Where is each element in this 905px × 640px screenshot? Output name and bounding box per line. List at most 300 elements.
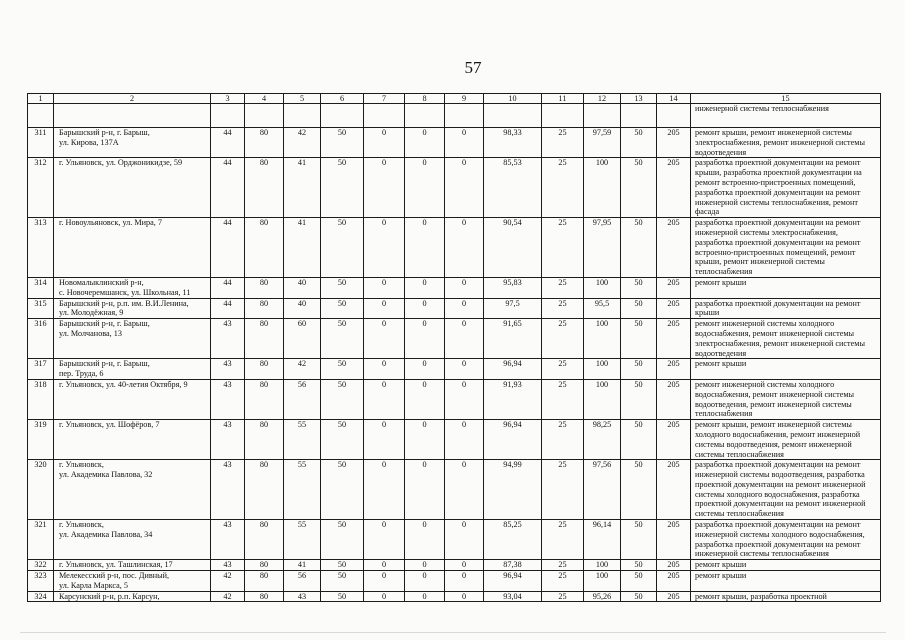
cell-line: 50 xyxy=(634,591,643,601)
cell-col-6 xyxy=(321,218,364,278)
header-cell-15: 15 xyxy=(691,94,881,104)
table-row xyxy=(28,218,881,278)
cell-col-12 xyxy=(584,460,621,520)
cell-line: ул. Академика Павлова, 32 xyxy=(59,470,153,480)
cell-line: 0 xyxy=(381,158,387,168)
cell-col-6 xyxy=(321,460,364,520)
cell-col-3 xyxy=(211,128,245,158)
cell-line: г. Ульяновск, ул. Ташлинская, 17 xyxy=(59,560,173,570)
cell-line: 50 xyxy=(634,298,643,308)
cell-col-6 xyxy=(321,560,364,571)
cell-col-13 xyxy=(621,298,657,319)
cell-line: 44 xyxy=(223,158,232,168)
cell-address xyxy=(54,560,211,571)
cell-col-13 xyxy=(621,560,657,571)
cell-line: г. Ульяновск, ул. Орджоникидзе, 59 xyxy=(59,158,183,168)
cell-line: 85,53 xyxy=(503,158,522,168)
cell-col-12 xyxy=(584,379,621,419)
cell-line: 321 xyxy=(34,520,47,530)
cell-col-3 xyxy=(211,359,245,380)
cell-line: ремонт инженерной системы холодного xyxy=(695,319,835,329)
cell-line: 95,26 xyxy=(592,591,612,601)
cell-address xyxy=(54,591,211,602)
cell-col-4 xyxy=(245,420,284,460)
cell-line: 95,83 xyxy=(503,277,522,287)
cell-col-3 xyxy=(211,158,245,218)
cell-col-10 xyxy=(484,460,542,520)
cell-col-6 xyxy=(321,520,364,560)
cell-col-13 xyxy=(621,571,657,592)
cell-line: 44 xyxy=(223,298,232,308)
cell-line: 50 xyxy=(337,591,347,601)
cell-col-6 xyxy=(321,571,364,592)
cell-line: 0 xyxy=(422,460,427,470)
cell-line: 0 xyxy=(461,520,467,530)
cell-line: холодного водоснабжения, ремонт инженерной xyxy=(695,429,861,439)
cell-col-4 xyxy=(245,104,284,128)
cell-col-14 xyxy=(657,460,691,520)
cell-line: 97,5 xyxy=(505,298,520,308)
cell-line: 319 xyxy=(34,420,47,430)
cell-col-12 xyxy=(584,158,621,218)
cell-col-10 xyxy=(484,560,542,571)
cell-col-14 xyxy=(657,571,691,592)
cell-line: 205 xyxy=(667,218,680,228)
cell-number xyxy=(28,319,54,359)
cell-line: 0 xyxy=(422,277,427,287)
cell-col-5 xyxy=(284,520,321,560)
scan-edge-line xyxy=(20,632,886,633)
cell-line: 0 xyxy=(422,158,427,168)
header-cell-9: 9 xyxy=(445,94,484,104)
cell-line: инженерной системы теплоснабжения, ремонт xyxy=(695,197,858,207)
cell-col-3 xyxy=(211,560,245,571)
cell-line: 205 xyxy=(667,520,680,530)
cell-address xyxy=(54,128,211,158)
cell-line: 205 xyxy=(667,591,680,601)
cell-col-14 xyxy=(657,218,691,278)
cell-line: инженерной системы водоотведения, разработка xyxy=(695,470,865,480)
header-cell-1: 1 xyxy=(28,94,54,104)
cell-col-10 xyxy=(484,104,542,128)
cell-col-4 xyxy=(245,277,284,298)
cell-line: 90,54 xyxy=(503,218,522,228)
cell-line: 323 xyxy=(34,571,47,581)
cell-col-7 xyxy=(364,319,405,359)
cell-line: 43 xyxy=(223,379,232,389)
cell-col-11 xyxy=(542,571,584,592)
cell-col-12 xyxy=(584,319,621,359)
cell-line: ремонт крыши, ремонт инженерной системы xyxy=(695,420,852,430)
cell-col-5 xyxy=(284,277,321,298)
cell-line: г. Ульяновск, ул. Шофёров, 7 xyxy=(59,420,160,430)
cell-col-13 xyxy=(621,460,657,520)
cell-works xyxy=(691,158,881,218)
cell-col-11 xyxy=(542,560,584,571)
cell-line: проектной документации на ремонт инженерной xyxy=(695,479,866,489)
cell-line: 205 xyxy=(667,319,680,329)
cell-line: ул. Кирова, 137А xyxy=(59,137,119,147)
cell-col-9 xyxy=(445,158,484,218)
cell-col-5 xyxy=(284,128,321,158)
cell-col-13 xyxy=(621,218,657,278)
cell-line: 80 xyxy=(259,319,269,329)
cell-col-9 xyxy=(445,571,484,592)
cell-line: 0 xyxy=(381,277,387,287)
cell-line: 50 xyxy=(634,420,643,430)
table-row xyxy=(28,359,881,380)
cell-line: проектной документации на ремонт инженерной xyxy=(695,499,866,509)
cell-col-5 xyxy=(284,104,321,128)
cell-col-14 xyxy=(657,560,691,571)
cell-line: 43 xyxy=(223,420,232,430)
cell-line: 205 xyxy=(667,460,680,470)
table-row xyxy=(28,560,881,571)
cell-line: 50 xyxy=(634,460,643,470)
cell-line: 41 xyxy=(297,158,307,168)
cell-line: 43 xyxy=(223,460,232,470)
cell-col-3 xyxy=(211,591,245,602)
cell-line: 93,04 xyxy=(503,591,522,601)
cell-line: 96,94 xyxy=(503,420,522,430)
cell-line: ремонт крыши xyxy=(695,359,747,369)
cell-line: 205 xyxy=(667,128,680,137)
cell-col-14 xyxy=(657,158,691,218)
cell-line: 25 xyxy=(558,520,567,530)
cell-line: ремонт крыши, ремонт инженерной системы xyxy=(695,128,852,137)
cell-col-6 xyxy=(321,128,364,158)
cell-line: 315 xyxy=(34,298,47,308)
cell-col-5 xyxy=(284,420,321,460)
cell-col-4 xyxy=(245,359,284,380)
cell-line: 0 xyxy=(422,298,427,308)
cell-line: 60 xyxy=(297,319,307,329)
cell-line: 50 xyxy=(337,128,347,137)
table-row xyxy=(28,520,881,560)
cell-col-4 xyxy=(245,298,284,319)
table-row xyxy=(28,128,881,158)
cell-line: 50 xyxy=(337,571,347,581)
cell-col-4 xyxy=(245,591,284,602)
cell-line: 44 xyxy=(223,128,232,137)
cell-col-5 xyxy=(284,591,321,602)
cell-line: ул. Молчанова, 13 xyxy=(59,328,122,338)
cell-address xyxy=(54,460,211,520)
cell-line: разработка проектной документации на ремонт xyxy=(695,187,861,197)
cell-number xyxy=(28,104,54,128)
cell-line: 50 xyxy=(337,298,347,308)
cell-line: 50 xyxy=(634,379,643,389)
table-header-row xyxy=(28,94,881,104)
cell-col-14 xyxy=(657,520,691,560)
cell-line: 80 xyxy=(259,158,269,168)
cell-line: ремонт крыши xyxy=(695,560,747,570)
cell-line: 96,94 xyxy=(503,571,522,581)
cell-number xyxy=(28,520,54,560)
cell-works xyxy=(691,277,881,298)
cell-number xyxy=(28,298,54,319)
cell-col-10 xyxy=(484,277,542,298)
cell-number xyxy=(28,560,54,571)
cell-line: 312 xyxy=(34,158,47,168)
cell-line: ремонт инженерной системы холодного xyxy=(695,379,835,389)
cell-line: ремонт крыши xyxy=(695,277,747,287)
cell-line: 43 xyxy=(223,319,232,329)
cell-line: 0 xyxy=(422,359,427,369)
cell-line: 25 xyxy=(558,277,567,287)
cell-works xyxy=(691,128,881,158)
cell-line: 0 xyxy=(461,560,467,570)
cell-line: 205 xyxy=(667,359,680,369)
cell-col-7 xyxy=(364,379,405,419)
cell-col-8 xyxy=(405,128,445,158)
cell-col-8 xyxy=(405,218,445,278)
cell-col-5 xyxy=(284,298,321,319)
cell-line: 205 xyxy=(667,571,680,581)
cell-col-11 xyxy=(542,277,584,298)
cell-line: 98,25 xyxy=(592,420,612,430)
cell-address xyxy=(54,277,211,298)
cell-col-7 xyxy=(364,298,405,319)
cell-line: водоснабжения, ремонт инженерной системы xyxy=(695,389,855,399)
cell-line: 96,94 xyxy=(503,359,522,369)
cell-line: Барышский р-н, г. Барыш, xyxy=(59,319,150,329)
cell-line: 0 xyxy=(381,460,387,470)
cell-col-10 xyxy=(484,298,542,319)
cell-col-9 xyxy=(445,560,484,571)
cell-col-5 xyxy=(284,218,321,278)
cell-line: 316 xyxy=(34,319,47,329)
cell-line: теплоснабжения xyxy=(695,267,753,277)
cell-col-13 xyxy=(621,104,657,128)
cell-line: 0 xyxy=(422,379,427,389)
cell-line: водоотведения xyxy=(695,147,747,157)
cell-line: г. Ульяновск, xyxy=(59,460,104,470)
cell-line: водоотведения xyxy=(695,348,747,358)
cell-col-4 xyxy=(245,158,284,218)
cell-col-10 xyxy=(484,128,542,158)
cell-line: 96,14 xyxy=(592,520,612,530)
cell-line: разработка проектной документации на ремонт xyxy=(695,460,861,470)
table-body xyxy=(28,104,881,602)
cell-line: 80 xyxy=(259,571,269,581)
cell-line: 0 xyxy=(422,319,427,329)
cell-line: 50 xyxy=(337,520,347,530)
cell-line: 205 xyxy=(667,560,680,570)
cell-col-12 xyxy=(584,298,621,319)
cell-address xyxy=(54,218,211,278)
cell-line: теплоснабжения xyxy=(695,409,753,419)
cell-line: 0 xyxy=(461,218,467,228)
cell-line: водоотведения, ремонт инженерной системы xyxy=(695,399,852,409)
cell-line: 40 xyxy=(297,298,307,308)
cell-line: электроснабжения, ремонт инженерной системы xyxy=(695,137,865,147)
cell-col-3 xyxy=(211,420,245,460)
cell-line: 0 xyxy=(461,158,467,168)
cell-line: 25 xyxy=(558,460,567,470)
cell-col-8 xyxy=(405,298,445,319)
header-cell-3: 3 xyxy=(211,94,245,104)
cell-col-13 xyxy=(621,420,657,460)
cell-col-6 xyxy=(321,104,364,128)
cell-number xyxy=(28,218,54,278)
cell-line: 41 xyxy=(297,560,307,570)
cell-col-7 xyxy=(364,277,405,298)
cell-line: ул. Карла Маркса, 5 xyxy=(59,580,128,590)
cell-col-12 xyxy=(584,128,621,158)
cell-col-11 xyxy=(542,298,584,319)
cell-line: 100 xyxy=(595,379,609,389)
cell-col-10 xyxy=(484,591,542,602)
cell-line: 97,59 xyxy=(592,128,612,137)
cell-line: 80 xyxy=(259,359,269,369)
cell-col-10 xyxy=(484,520,542,560)
cell-line: г. Новоульяновск, ул. Мира, 7 xyxy=(59,218,162,228)
cell-line: крыши, ремонт инженерной системы xyxy=(695,257,825,267)
cell-works xyxy=(691,218,881,278)
cell-line: 80 xyxy=(259,218,269,228)
cell-col-5 xyxy=(284,158,321,218)
table-row xyxy=(28,158,881,218)
cell-number xyxy=(28,571,54,592)
cell-line: 205 xyxy=(667,277,680,287)
cell-col-11 xyxy=(542,319,584,359)
cell-line: 80 xyxy=(259,520,269,530)
cell-address xyxy=(54,359,211,380)
cell-line: 55 xyxy=(297,520,307,530)
table-row xyxy=(28,379,881,419)
cell-line: 205 xyxy=(667,379,680,389)
cell-col-6 xyxy=(321,420,364,460)
cell-line: 43 xyxy=(223,359,232,369)
cell-line: 0 xyxy=(381,218,387,228)
header-cell-7: 7 xyxy=(364,94,405,104)
cell-line: крыши xyxy=(695,308,720,318)
cell-col-9 xyxy=(445,460,484,520)
cell-line: ремонт крыши, разработка проектной xyxy=(695,591,827,601)
cell-col-12 xyxy=(584,420,621,460)
table-row xyxy=(28,460,881,520)
cell-line: 0 xyxy=(422,128,427,137)
cell-line: 50 xyxy=(337,460,347,470)
cell-col-8 xyxy=(405,420,445,460)
cell-line: 0 xyxy=(422,571,427,581)
cell-col-14 xyxy=(657,298,691,319)
cell-col-3 xyxy=(211,298,245,319)
cell-col-8 xyxy=(405,571,445,592)
cell-col-9 xyxy=(445,218,484,278)
cell-line: 50 xyxy=(337,359,347,369)
cell-col-7 xyxy=(364,520,405,560)
cell-line: 25 xyxy=(558,591,567,601)
cell-col-5 xyxy=(284,319,321,359)
page-number: 57 xyxy=(464,58,482,77)
cell-col-14 xyxy=(657,104,691,128)
cell-col-13 xyxy=(621,128,657,158)
cell-works xyxy=(691,359,881,380)
cell-number xyxy=(28,359,54,380)
cell-line: 0 xyxy=(461,298,467,308)
cell-col-4 xyxy=(245,520,284,560)
cell-col-12 xyxy=(584,520,621,560)
cell-col-5 xyxy=(284,379,321,419)
cell-line: 80 xyxy=(259,420,269,430)
cell-col-9 xyxy=(445,591,484,602)
cell-line: 0 xyxy=(381,560,387,570)
cell-line: крыши, разработка проектной документации на xyxy=(695,168,862,178)
cell-col-5 xyxy=(284,460,321,520)
cell-line: 0 xyxy=(422,560,427,570)
cell-col-3 xyxy=(211,460,245,520)
cell-line: 44 xyxy=(223,218,232,228)
cell-line: 0 xyxy=(461,571,467,581)
cell-line: разработка проектной документации на ремонт xyxy=(695,237,861,247)
cell-works xyxy=(691,460,881,520)
cell-line: 85,25 xyxy=(503,520,522,530)
cell-line: 0 xyxy=(422,520,427,530)
table-row xyxy=(28,319,881,359)
cell-col-11 xyxy=(542,128,584,158)
cell-line: 50 xyxy=(634,128,643,137)
cell-line: ул. Академика Павлова, 34 xyxy=(59,529,153,539)
cell-col-6 xyxy=(321,591,364,602)
cell-line: 42 xyxy=(223,591,232,601)
cell-line: 50 xyxy=(634,319,643,329)
cell-address xyxy=(54,520,211,560)
cell-col-3 xyxy=(211,379,245,419)
cell-line: Новомалыклинский р-н, xyxy=(59,277,144,287)
cell-works xyxy=(691,560,881,571)
cell-line: 50 xyxy=(337,420,347,430)
cell-works xyxy=(691,379,881,419)
cell-line: 40 xyxy=(297,277,307,287)
cell-line: Карсунский р-н, р.п. Карсун, xyxy=(59,591,160,601)
cell-line: 97,95 xyxy=(592,218,612,228)
cell-line: 205 xyxy=(667,158,680,168)
cell-line: 314 xyxy=(34,277,47,287)
header-cell-11: 11 xyxy=(542,94,584,104)
cell-col-4 xyxy=(245,379,284,419)
cell-line: пер. Труда, 6 xyxy=(59,369,104,379)
cell-line: Мелекесский р-н, пос. Дивный, xyxy=(59,571,170,581)
cell-col-13 xyxy=(621,591,657,602)
cell-col-8 xyxy=(405,359,445,380)
header-cell-5: 5 xyxy=(284,94,321,104)
cell-line: 0 xyxy=(461,128,467,137)
cell-col-6 xyxy=(321,359,364,380)
cell-line: 100 xyxy=(595,277,609,287)
cell-number xyxy=(28,379,54,419)
cell-line: 50 xyxy=(634,277,643,287)
cell-line: 80 xyxy=(259,460,269,470)
cell-works xyxy=(691,420,881,460)
cell-col-13 xyxy=(621,379,657,419)
cell-col-12 xyxy=(584,591,621,602)
cell-line: г. Ульяновск, ул. 40-летия Октября, 9 xyxy=(59,379,188,389)
cell-line: водоснабжения, ремонт инженерной системы xyxy=(695,328,855,338)
cell-col-3 xyxy=(211,571,245,592)
cell-col-6 xyxy=(321,277,364,298)
cell-col-3 xyxy=(211,319,245,359)
cell-line: 25 xyxy=(558,560,567,570)
cell-col-14 xyxy=(657,277,691,298)
cell-col-8 xyxy=(405,104,445,128)
cell-line: системы холодного водоснабжения, разработка xyxy=(695,489,860,499)
cell-line: 95,5 xyxy=(594,298,610,308)
cell-line: 43 xyxy=(223,520,232,530)
header-cell-4: 4 xyxy=(245,94,284,104)
cell-col-7 xyxy=(364,560,405,571)
